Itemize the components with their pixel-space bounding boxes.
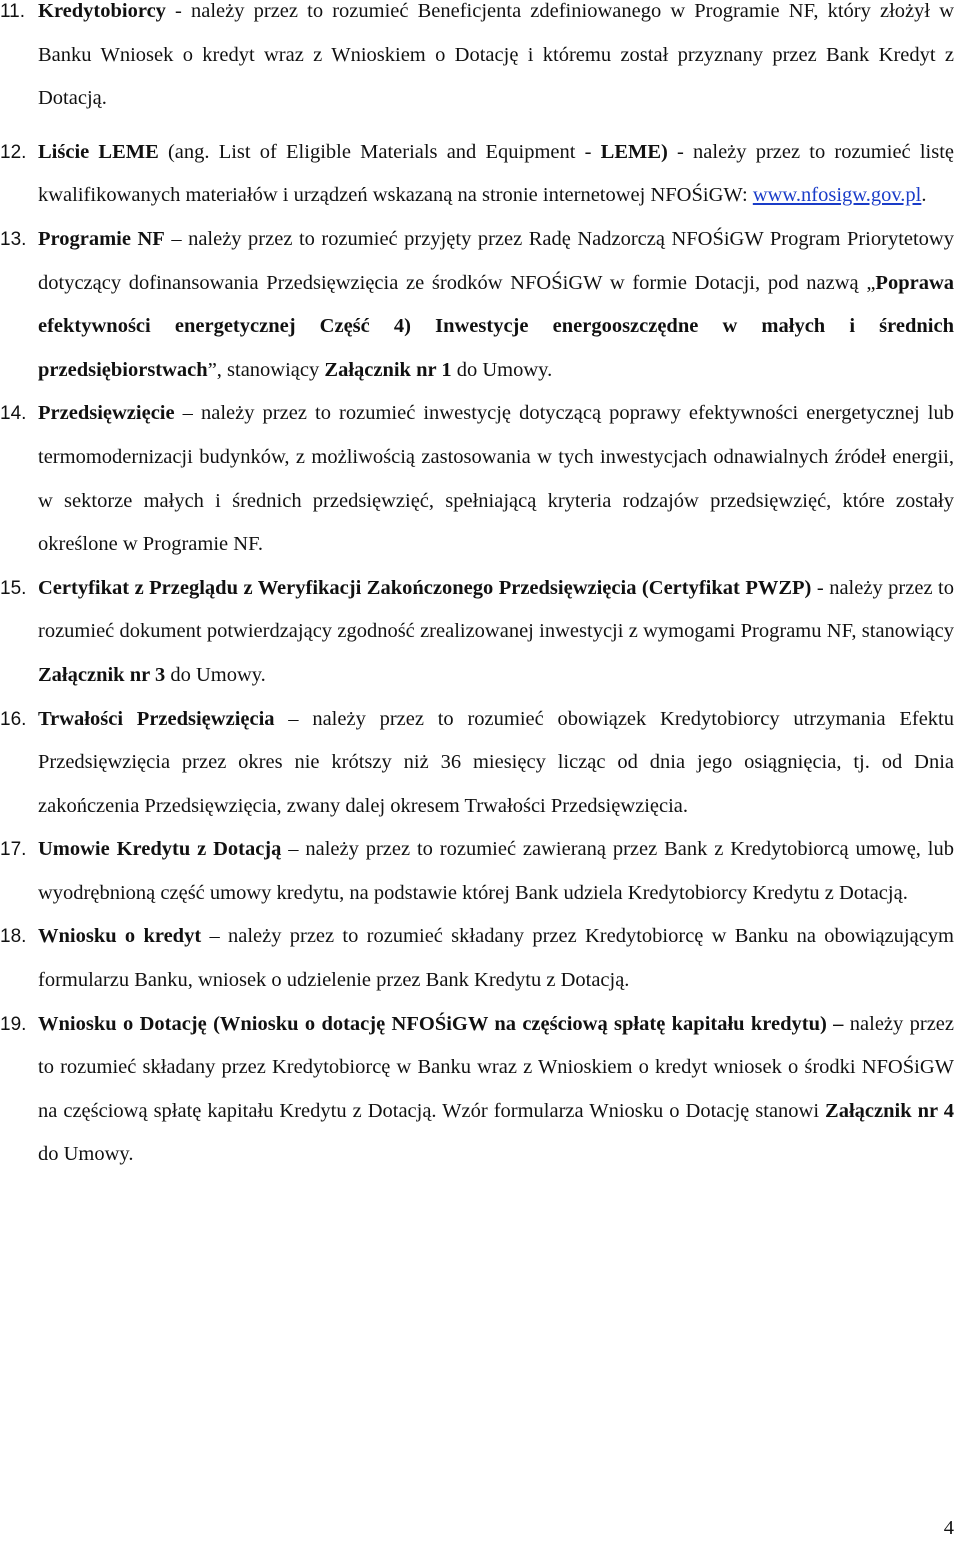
definition-text: .: [921, 184, 927, 207]
page-number: 4: [943, 1517, 954, 1539]
defined-term: Wniosku o kredyt: [38, 925, 202, 948]
definition-13: [0, 218, 960, 392]
item-number: 16.: [0, 708, 27, 730]
definition-15: [0, 567, 960, 698]
defined-term: Programie NF: [38, 227, 165, 250]
definition-text: - należy przez to rozumieć dokument potwierdzający zgodność zrealizowanej inwestycji z wymogami Programu NF, stanowiący: [38, 576, 954, 643]
defined-term: Trwałości Przedsięwzięcia: [38, 707, 275, 730]
item-number: 11.: [0, 1, 26, 22]
attachment-reference: Załącznik nr 1: [324, 358, 452, 381]
definition-text: – należy przez to rozumieć obowiązek Kredytobiorcy utrzymania Efektu Przedsięwzięcia przez okres nie krótszy niż 36 miesięcy licząc od dnia jego osiągnięcia, tj. od Dnia zakończenia Przedsięwzięcia, zwany dalej okresem Trwałości Przedsięwzięcia.: [38, 707, 954, 817]
definition-text: - należy przez to rozumieć Beneficjenta zdefiniowanego w Programie NF, który złożył w Banku Wniosek o kredyt wraz z Wnioskiem o Dotację i któremu został przyznany przez Bank Kredyt z Dotacją.: [38, 0, 954, 110]
definition-text: - należy przez to rozumieć listę kwalifikowanych materiałów i urządzeń wskazaną na stronie internetowej NFOŚiGW:: [38, 140, 954, 207]
item-number: 17.: [0, 839, 27, 861]
definition-14: [0, 392, 960, 566]
attachment-reference: Załącznik nr 3: [38, 663, 166, 686]
item-number: 12.: [0, 141, 27, 163]
definition-text: do Umowy.: [451, 358, 553, 381]
item-number: 18.: [0, 926, 27, 948]
defined-term: Kredytobiorcy: [38, 0, 166, 22]
defined-term: Wniosku o Dotację (Wniosku o dotację NFOŚiGW na częściową spłatę kapitału kredytu) –: [38, 1012, 844, 1035]
definition-text: (ang. List of Eligible Materials and Equipment -: [158, 140, 601, 163]
definition-12: [0, 131, 960, 218]
definition-text: – należy przez to rozumieć inwestycję dotyczącą poprawy efektywności energetycznej lub termomodernizacji budynków, z możliwością zastosowania w tych inwestycjach odnawialnych źródeł energii, w sektorze małych i średnich przedsięwzięć, spełniającą kryteria rodzajów przedsięwzięć, które zostały określone w Programie NF.: [38, 402, 954, 556]
definition-text: do Umowy.: [165, 663, 266, 686]
definition-16: [0, 698, 960, 829]
item-number: 13.: [0, 228, 27, 250]
definition-text: – należy przez to rozumieć zawieraną przez Bank z Kredytobiorcą umowę, lub wyodrębnioną część umowy kredytu, na podstawie której Bank udziela Kredytobiorcy Kredytu z Dotacją.: [38, 838, 954, 904]
program-name: Poprawa efektywności energetycznej Część 4) Inwestycje energooszczędne w małych i średnich przedsiębiorstwach: [38, 271, 954, 381]
definition-18: [0, 915, 960, 1002]
defined-term: Przedsięwzięcie: [38, 402, 175, 425]
item-number: 14.: [0, 403, 27, 425]
definition-text: należy przez to rozumieć składany przez Kredytobiorcę w Banku wraz z Wnioskiem o kredyt wniosek o środki NFOŚiGW na częściową spłatę kapitału Kredytu z Dotacją. Wzór formularza Wniosku o Dotację stanowi: [38, 1012, 954, 1122]
definition-text: – należy przez to rozumieć składany przez Kredytobiorcę w Banku na obowiązującym formularzu Banku, wniosek o udzielenie przez Bank Kredytu z Dotacją.: [38, 925, 954, 992]
definition-19: [0, 1003, 960, 1177]
attachment-reference: Załącznik nr 4: [825, 1099, 954, 1122]
definition-text: do Umowy.: [38, 1143, 134, 1166]
defined-term: Liście LEME: [38, 140, 159, 163]
defined-term: Certyfikat z Przeglądu z Weryfikacji Zakończonego Przedsięwzięcia (Certyfikat PWZP): [38, 576, 812, 599]
item-number: 19.: [0, 1013, 27, 1035]
definition-text: ”, stanowiący: [207, 358, 325, 381]
definition-17: [0, 828, 960, 915]
definition-text: – należy przez to rozumieć przyjęty przez Radę Nadzorczą NFOŚiGW Program Priorytetowy dotyczący dofinansowania Przedsięwzięcia ze środków NFOŚiGW w formie Dotacji, pod nazwą „: [38, 227, 954, 294]
defined-term: Umowie Kredytu z Dotacją: [38, 838, 282, 861]
definition-11: [0, 0, 960, 121]
nfosigw-website-link[interactable]: www.nfosigw.gov.pl: [752, 184, 922, 207]
defined-term: LEME): [600, 140, 668, 163]
item-number: 15.: [0, 577, 27, 599]
